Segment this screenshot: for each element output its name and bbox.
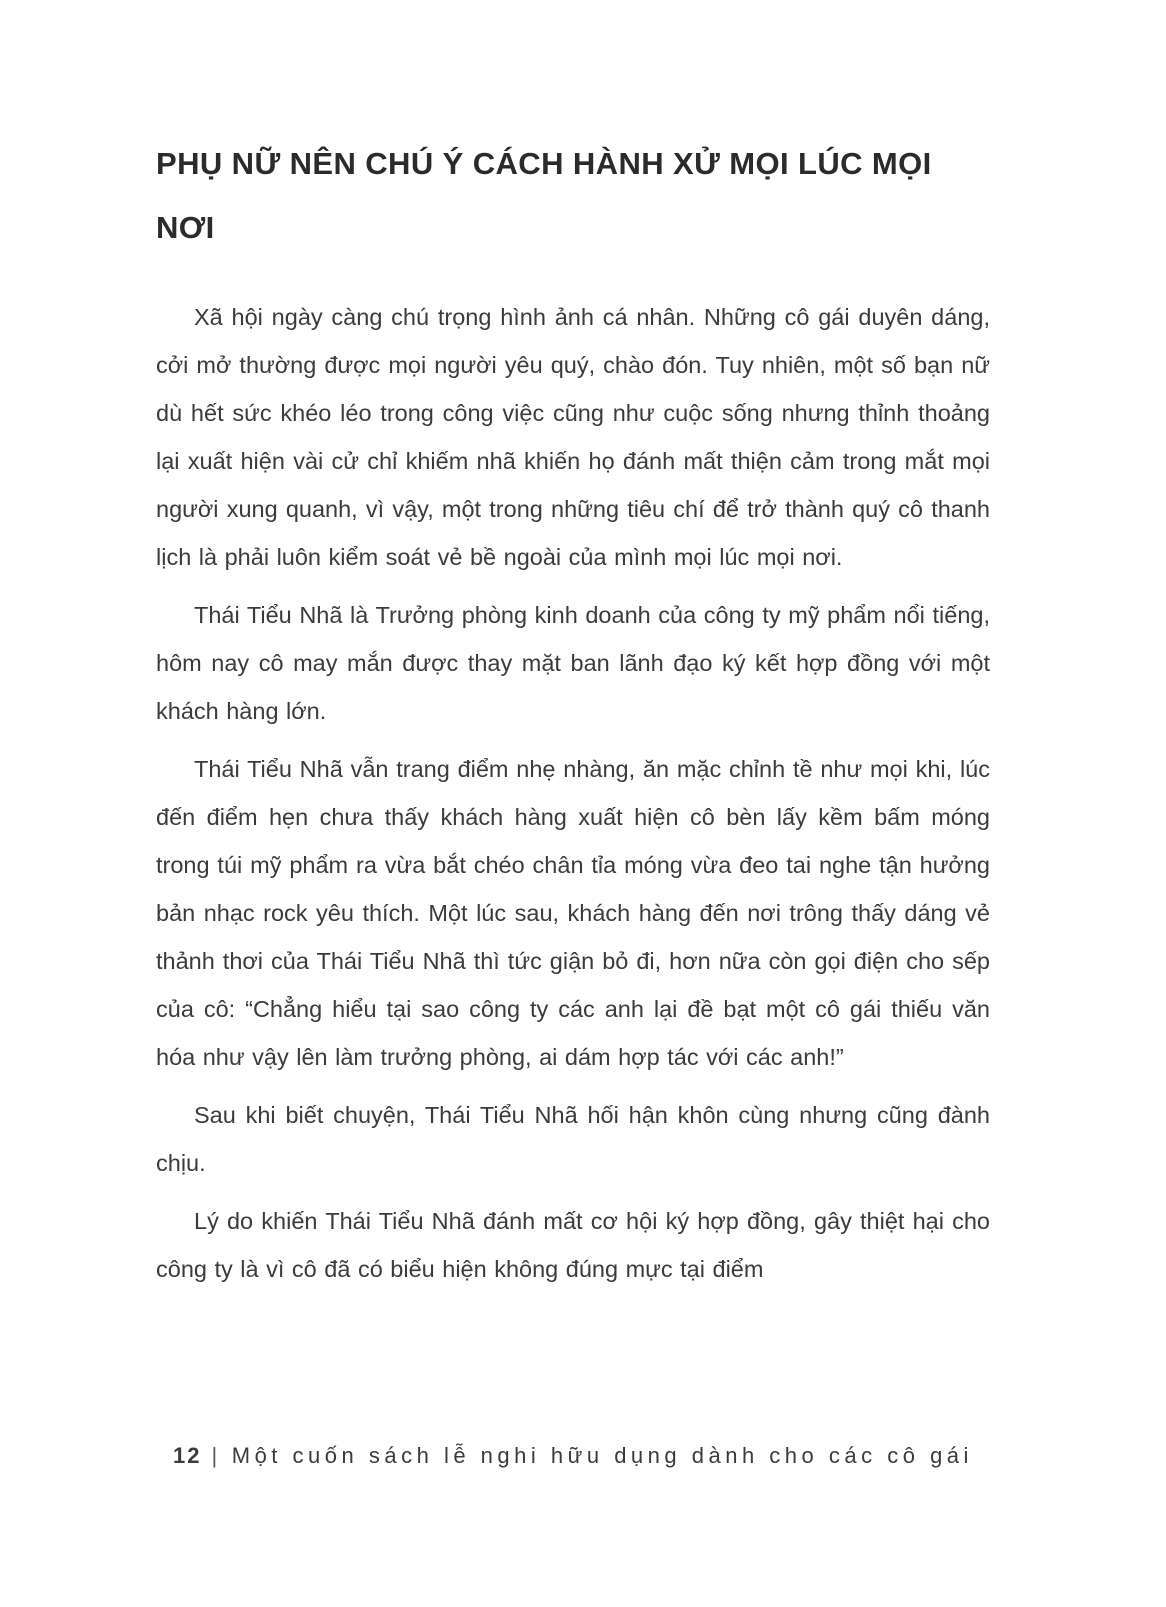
chapter-title: PHỤ NỮ NÊN CHÚ Ý CÁCH HÀNH XỬ MỌI LÚC MỌI NƠI — [156, 146, 932, 246]
body-text — [156, 293, 990, 1293]
paragraph: Lý do khiến Thái Tiểu Nhã đánh mất cơ hội ký hợp đồng, gây thiệt hại cho công ty là vì cô đã có biểu hiện không đúng mực tại điểm — [156, 1207, 990, 1282]
book-title: Một cuốn sách lễ nghi hữu dụng dành cho các cô gái — [231, 1443, 973, 1468]
paragraph: Thái Tiểu Nhã là Trưởng phòng kinh doanh của công ty mỹ phẩm nổi tiếng, hôm nay cô may mắn được thay mặt ban lãnh đạo ký kết hợp đồng với một khách hàng lớn. — [156, 601, 990, 724]
paragraph: Sau khi biết chuyện, Thái Tiểu Nhã hối hận khôn cùng nhưng cũng đành chịu. — [156, 1101, 990, 1176]
page-footer — [156, 1443, 990, 1469]
page-content — [156, 132, 990, 1303]
paragraph: Xã hội ngày càng chú trọng hình ảnh cá nhân. Những cô gái duyên dáng, cởi mở thường được mọi người yêu quý, chào đón. Tuy nhiên, một số bạn nữ dù hết sức khéo léo trong công việc cũng như cuộc sống nhưng thỉnh thoảng lại xuất hiện vài cử chỉ khiếm nhã khiến họ đánh mất thiện cảm trong mắt mọi người xung quanh, vì vậy, một trong những tiêu chí để trở thành quý cô thanh lịch là phải luôn kiểm soát vẻ bề ngoài của mình mọi lúc mọi nơi. — [156, 303, 990, 570]
page-number: 12 — [173, 1443, 202, 1468]
paragraph: Thái Tiểu Nhã vẫn trang điểm nhẹ nhàng, ăn mặc chỉnh tề như mọi khi, lúc đến điểm hẹn chưa thấy khách hàng xuất hiện cô bèn lấy kềm bấm móng trong túi mỹ phẩm ra vừa bắt chéo chân tỉa móng vừa đeo tai nghe tận hưởng bản nhạc rock yêu thích. Một lúc sau, khách hàng đến nơi trông thấy dáng vẻ thảnh thơi của Thái Tiểu Nhã thì tức giận bỏ đi, hơn nữa còn gọi điện cho sếp của cô: “Chẳng hiểu tại sao công ty các anh lại đề bạt một cô gái thiếu văn hóa như vậy lên làm trưởng phòng, ai dám hợp tác với các anh!” — [156, 755, 990, 1070]
footer-separator: | — [211, 1443, 222, 1468]
